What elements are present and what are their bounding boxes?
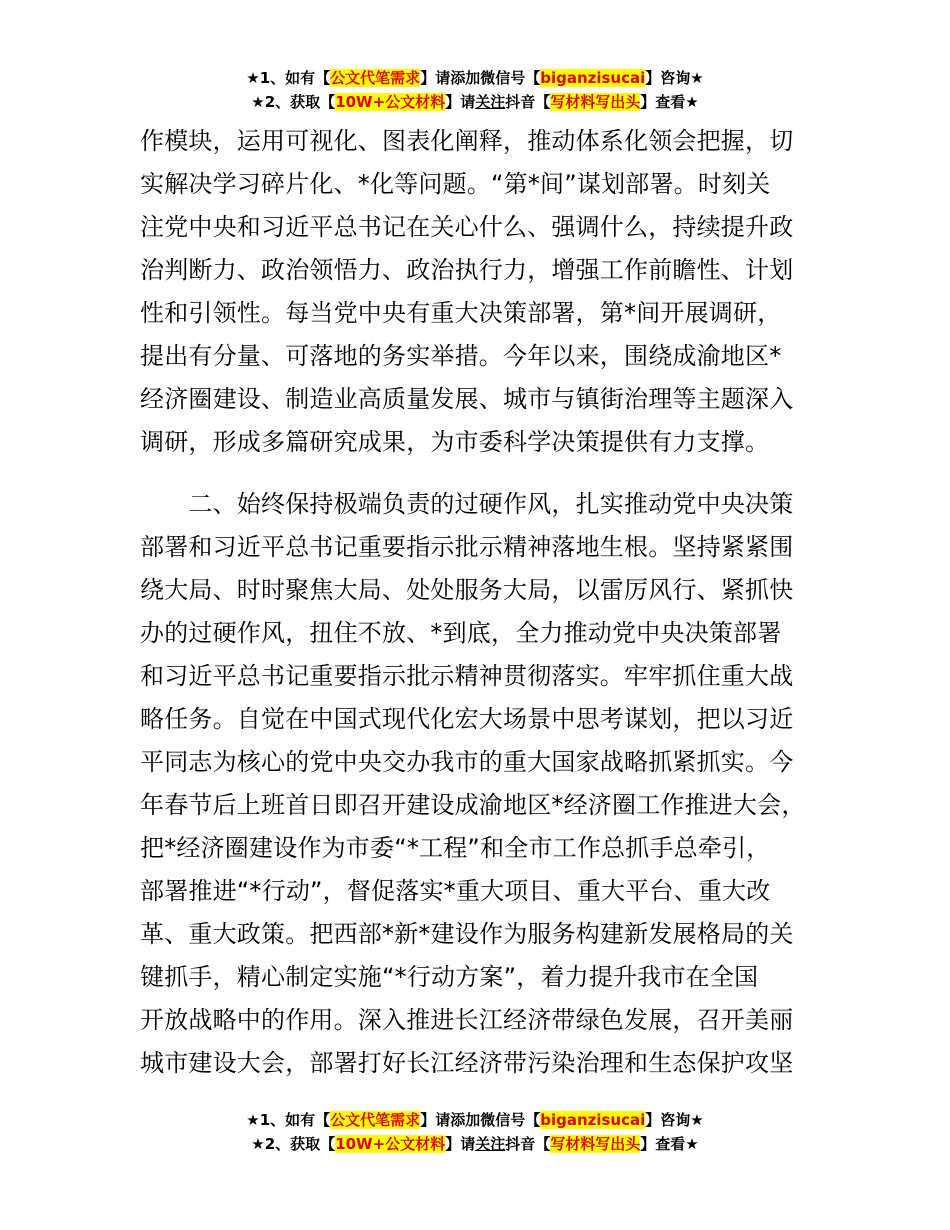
text-line: 作模块，运用可视化、图表化阐释，推动体系化领会把握，切 [140,127,794,155]
paragraph-gap [140,464,830,483]
ad-line-2-suffix: 】查看★ [640,93,699,111]
text-line: 实解决学习碎片化、*化等问题。“第*间”谋划部署。时刻关 [140,170,771,198]
text-line: 年春节后上班首日即召开建设成渝地区*经济圈工作推进大会， [140,791,806,819]
ad-highlight-wechat-id: biganzisucai [540,69,646,87]
text-line: 绕大局、时时聚焦大局、处处服务大局，以雷厉风行、紧抓快 [140,576,794,604]
ad-highlight-materials: 10W+公文材料 [335,1135,446,1153]
ad-line-1 [0,1108,950,1132]
ad-line-1-suffix: 】咨询★ [645,1111,704,1129]
ad-highlight-writing-service: 公文代笔需求 [330,1111,421,1129]
paragraph-1 [140,120,830,464]
ad-highlight-wechat-id: biganzisucai [540,1111,646,1129]
ad-line-2-suffix: 】查看★ [640,1135,699,1153]
ad-line-1-middle: 】请添加微信号【 [420,69,541,87]
footer-ad-banner [0,1108,950,1156]
document-body [140,120,830,1085]
text-line: 治判断力、政治领悟力、政治执行力，增强工作前瞻性、计划 [140,256,794,284]
text-line: 调研，形成多篇研究成果，为市委科学决策提供有力支撑。 [140,428,770,456]
text-line: 略任务。自觉在中国式现代化宏大场景中思考谋划，把以习近 [140,705,794,733]
ad-line-2-middle2: 抖音【 [505,1135,551,1153]
paragraph-2 [140,483,830,1085]
ad-follow-text: 关注 [475,1135,506,1153]
ad-line-2-prefix: ★2、获取【 [251,1135,336,1153]
text-line: 办的过硬作风，扭住不放、*到底，全力推动党中央决策部署 [140,619,782,647]
ad-line-1 [0,66,950,90]
text-line: 城市建设大会，部署打好长江经济带污染治理和生态保护攻坚 [140,1049,794,1077]
ad-line-1-middle: 】请添加微信号【 [420,1111,541,1129]
ad-line-2-middle1: 】请 [445,1135,476,1153]
ad-follow-text: 关注 [475,93,506,111]
text-line: 注党中央和习近平总书记在关心什么、强调什么，持续提升政 [140,213,794,241]
text-line: 二、始终保持极端负责的过硬作风，扎实推动党中央决策 [140,490,794,518]
text-line: 经济圈建设、制造业高质量发展、城市与镇街治理等主题深入 [140,385,794,413]
ad-line-1-prefix: ★1、如有【 [246,69,331,87]
text-line: 革、重大政策。把西部*新*建设作为服务构建新发展格局的关 [140,920,794,948]
header-ad-banner [0,66,950,114]
text-line: 提出有分量、可落地的务实举措。今年以来，围绕成渝地区* [140,342,782,370]
ad-line-2 [0,1132,950,1156]
ad-line-2-middle2: 抖音【 [505,93,551,111]
text-line: 性和引领性。每当党中央有重大决策部署，第*间开展调研， [140,299,782,327]
ad-line-1-prefix: ★1、如有【 [246,1111,331,1129]
ad-highlight-douyin-account: 写材料写出头 [550,93,641,111]
text-line: 开放战略中的作用。深入推进长江经济带绿色发展，召开美丽 [140,1006,794,1034]
ad-highlight-douyin-account: 写材料写出头 [550,1135,641,1153]
text-line: 部署推进“*行动”，督促落实*重大项目、重大平台、重大改 [140,877,771,905]
text-line: 把*经济圈建设作为市委“*工程”和全市工作总抓手总牵引， [140,834,771,862]
text-line: 部署和习近平总书记重要指示批示精神落地生根。坚持紧紧围 [140,533,794,561]
text-line: 和习近平总书记重要指示批示精神贯彻落实。牢牢抓住重大战 [140,662,794,690]
ad-highlight-materials: 10W+公文材料 [335,93,446,111]
ad-line-1-suffix: 】咨询★ [645,69,704,87]
ad-line-2-middle1: 】请 [445,93,476,111]
text-line: 平同志为核心的党中央交办我市的重大国家战略抓紧抓实。今 [140,748,794,776]
text-line: 键抓手，精心制定实施“*行动方案”，着力提升我市在全国 [140,963,759,991]
ad-line-2-prefix: ★2、获取【 [251,93,336,111]
ad-highlight-writing-service: 公文代笔需求 [330,69,421,87]
ad-line-2 [0,90,950,114]
